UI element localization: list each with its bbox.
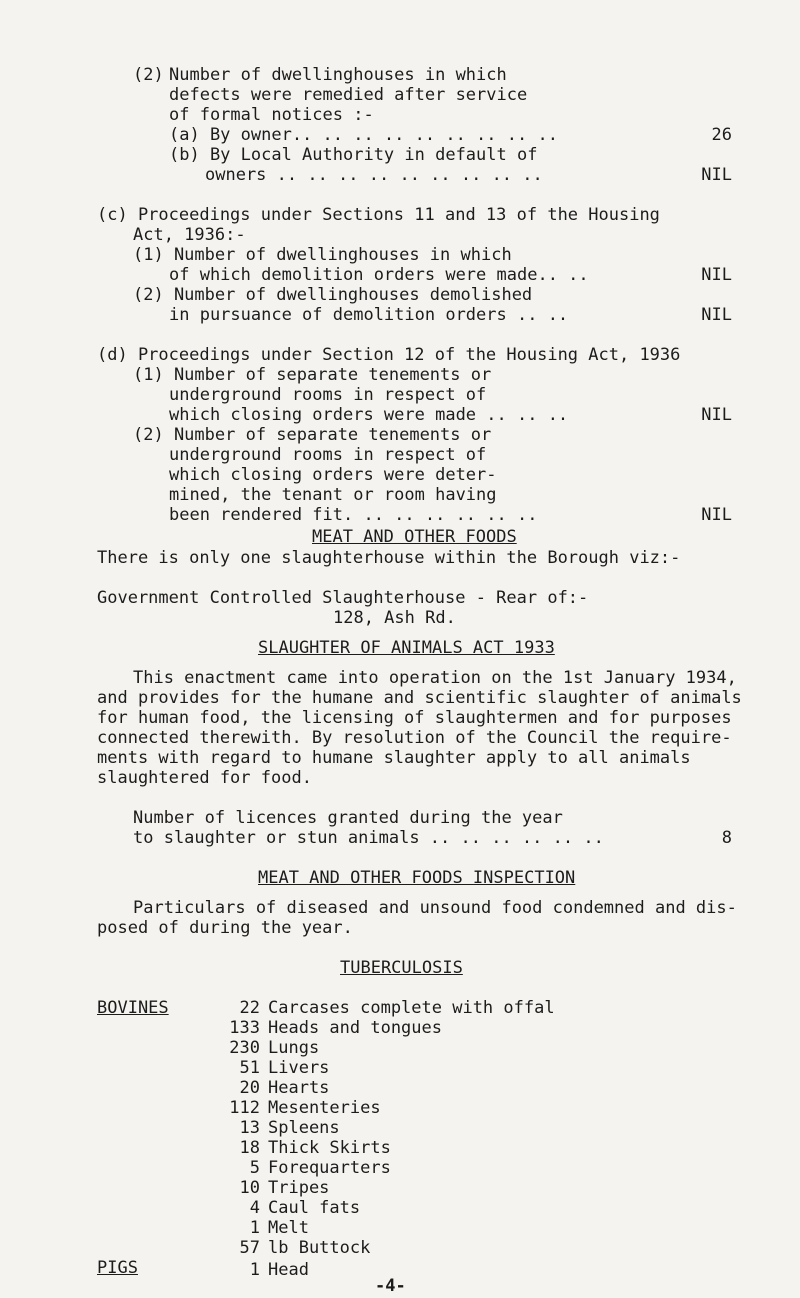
section-d-item-2-line-3: which closing orders were deter- — [169, 465, 497, 485]
section-d-item-2-line-5: been rendered fit. .. .. .. .. .. .. — [169, 505, 538, 525]
section-d-item-1-line-3: which closing orders were made .. .. .. — [169, 405, 569, 425]
section-c-item-2-value: NIL — [701, 305, 732, 325]
section-c-item-1-line-1: (1) Number of dwellinghouses in which — [133, 245, 512, 265]
licences-line-1: Number of licences granted during the year — [133, 808, 563, 828]
section-d-item-1-value: NIL — [701, 405, 732, 425]
slaughter-heading: SLAUGHTER OF ANIMALS ACT 1933 — [258, 638, 555, 658]
bovine-qty: 4 — [249, 1198, 260, 1218]
meat-line-3: 128, Ash Rd. — [333, 608, 456, 628]
bovine-qty: 1 — [249, 1218, 260, 1238]
bovines-label: BOVINES — [97, 998, 169, 1018]
section-c-heading-2: Act, 1936:- — [133, 225, 246, 245]
bovine-item: Heads and tongues — [268, 1018, 442, 1038]
bovine-qty: 10 — [239, 1178, 260, 1198]
bovine-qty: 22 — [239, 998, 260, 1018]
section-d-item-1-line-2: underground rooms in respect of — [169, 385, 487, 405]
item-2-line-2: defects were remedied after service — [169, 85, 528, 105]
slaughter-para-4: connected therewith. By resolution of the Council the require- — [97, 728, 732, 748]
slaughter-para-2: and provides for the humane and scientific slaughter of animals — [97, 688, 742, 708]
licences-line-2: to slaughter or stun animals .. .. .. .. .. .. — [133, 828, 604, 848]
item-2a-value: 26 — [711, 125, 732, 145]
bovine-item: Forequarters — [268, 1158, 391, 1178]
bovine-qty: 133 — [229, 1018, 260, 1038]
bovine-item: lb Buttock — [268, 1238, 371, 1258]
inspection-line-2: posed of during the year. — [97, 918, 353, 938]
page-number: -4- — [375, 1276, 406, 1296]
item-2-line-3: of formal notices :- — [169, 105, 374, 125]
item-2-line-1: Number of dwellinghouses in which — [169, 65, 507, 85]
bovine-item: Carcases complete with offal — [268, 998, 555, 1018]
slaughter-para-5: ments with regard to humane slaughter apply to all animals — [97, 748, 691, 768]
tuberculosis-heading: TUBERCULOSIS — [340, 958, 463, 978]
bovine-item: Lungs — [268, 1038, 320, 1058]
meat-line-1: There is only one slaughterhouse within the Borough viz:- — [97, 548, 681, 568]
section-c-heading: (c) Proceedings under Sections 11 and 13 of the Housing — [97, 205, 660, 225]
bovine-item: Tripes — [268, 1178, 330, 1198]
item-2a-text: (a) By owner.. .. .. .. .. .. .. .. .. — [169, 125, 558, 145]
licences-value: 8 — [721, 828, 732, 848]
item-2b-line-2: owners .. .. .. .. .. .. .. .. .. — [205, 165, 543, 185]
bovine-qty: 13 — [239, 1118, 260, 1138]
meat-line-2: Government Controlled Slaughterhouse - Rear of:- — [97, 588, 589, 608]
bovine-qty: 5 — [249, 1158, 260, 1178]
pig-item: Head — [268, 1260, 309, 1280]
bovine-qty: 230 — [229, 1038, 260, 1058]
item-2b-value: NIL — [701, 165, 732, 185]
inspection-heading: MEAT AND OTHER FOODS INSPECTION — [258, 868, 576, 888]
section-d-item-2-line-4: mined, the tenant or room having — [169, 485, 497, 505]
bovine-item: Thick Skirts — [268, 1138, 391, 1158]
pig-qty: 1 — [249, 1260, 260, 1280]
item-2-label: (2) — [133, 65, 164, 85]
bovine-item: Spleens — [268, 1118, 340, 1138]
slaughter-para-6: slaughtered for food. — [97, 768, 312, 788]
bovine-item: Livers — [268, 1058, 330, 1078]
section-c-item-1-line-2: of which demolition orders were made.. .. — [169, 265, 589, 285]
bovine-qty: 51 — [239, 1058, 260, 1078]
section-d-item-2-line-1: (2) Number of separate tenements or — [133, 425, 492, 445]
bovine-item: Hearts — [268, 1078, 330, 1098]
bovine-item: Caul fats — [268, 1198, 361, 1218]
bovine-qty: 57 — [239, 1238, 260, 1258]
section-c-item-1-value: NIL — [701, 265, 732, 285]
section-d-item-1-line-1: (1) Number of separate tenements or — [133, 365, 492, 385]
slaughter-para-1: This enactment came into operation on the 1st January 1934, — [133, 668, 737, 688]
bovine-qty: 20 — [239, 1078, 260, 1098]
section-d-heading: (d) Proceedings under Section 12 of the Housing Act, 1936 — [97, 345, 681, 365]
item-2b-line-1: (b) By Local Authority in default of — [169, 145, 538, 165]
section-d-item-2-value: NIL — [701, 505, 732, 525]
section-c-item-2-line-2: in pursuance of demolition orders .. .. — [169, 305, 569, 325]
slaughter-para-3: for human food, the licensing of slaughtermen and for purposes — [97, 708, 732, 728]
bovine-qty: 18 — [239, 1138, 260, 1158]
bovine-qty: 112 — [229, 1098, 260, 1118]
meat-heading: MEAT AND OTHER FOODS — [312, 527, 517, 547]
bovine-item: Melt — [268, 1218, 309, 1238]
section-d-item-2-line-2: underground rooms in respect of — [169, 445, 487, 465]
pigs-label: PIGS — [97, 1258, 138, 1278]
inspection-line-1: Particulars of diseased and unsound food condemned and dis- — [133, 898, 737, 918]
bovine-item: Mesenteries — [268, 1098, 381, 1118]
section-c-item-2-line-1: (2) Number of dwellinghouses demolished — [133, 285, 533, 305]
